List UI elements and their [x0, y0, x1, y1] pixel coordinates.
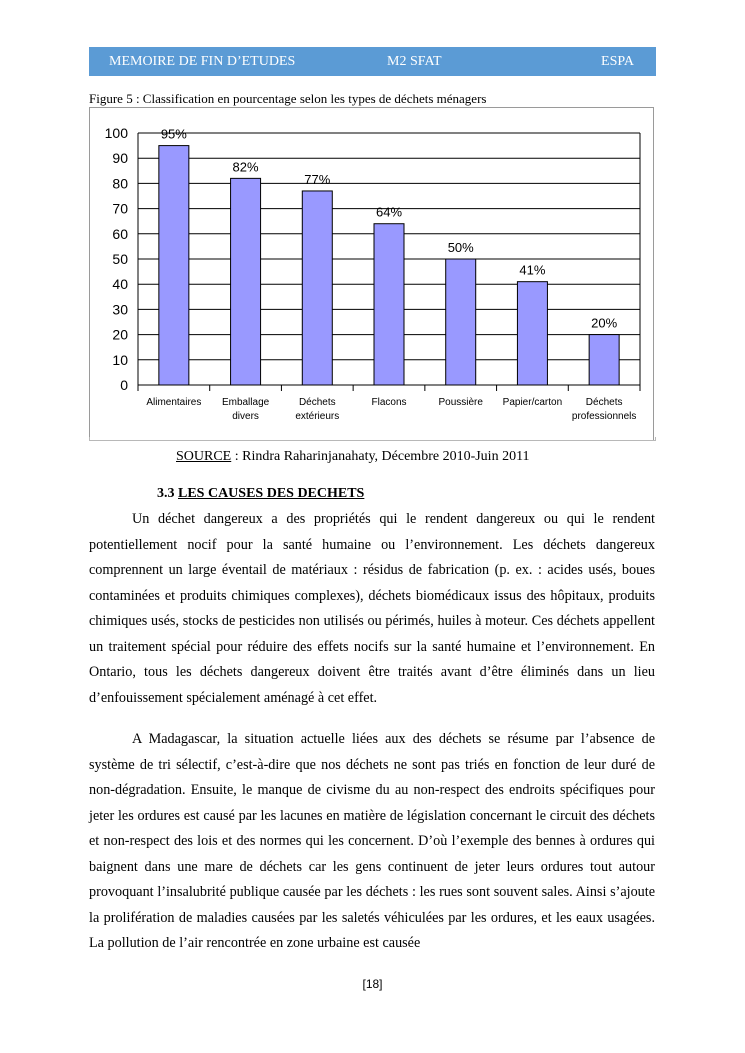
- y-tick-label: 70: [112, 200, 128, 217]
- data-label: 82%: [232, 159, 259, 175]
- y-tick-label: 30: [112, 301, 128, 318]
- header-right: ESPA: [601, 54, 634, 69]
- bar: [517, 282, 547, 385]
- bar: [231, 178, 261, 385]
- category-label: professionnels: [571, 411, 637, 422]
- section-heading: [157, 486, 364, 502]
- section-number: 3.3: [157, 486, 178, 501]
- header-left: MEMOIRE DE FIN D’ETUDES: [109, 54, 296, 69]
- bar: [589, 335, 619, 385]
- y-tick-label: 10: [112, 351, 128, 368]
- page-number: [18]: [362, 977, 383, 991]
- data-label: 20%: [591, 315, 618, 331]
- y-tick-label: 50: [112, 251, 128, 267]
- source-text: : Rindra Raharinjanahaty, Décembre 2010-Juin 2011: [231, 449, 530, 464]
- data-label: 50%: [447, 240, 474, 255]
- figure-source: [176, 449, 530, 465]
- category-label: divers: [232, 411, 259, 422]
- category-label: Alimentaires: [146, 397, 202, 408]
- bar-chart: [90, 108, 652, 438]
- y-tick-label: 40: [112, 276, 128, 293]
- section-title: LES CAUSES DES DECHETS: [178, 486, 365, 501]
- category-label: Poussière: [438, 397, 483, 408]
- header-middle: M2 SFAT: [387, 54, 442, 69]
- category-label: Emballage: [221, 397, 270, 408]
- bar: [159, 146, 189, 385]
- y-tick-label: 20: [112, 326, 128, 343]
- category-label: Déchets: [298, 397, 336, 408]
- category-label: Papier/carton: [502, 397, 563, 408]
- y-tick-label: 80: [112, 175, 128, 192]
- y-tick-label: 0: [120, 377, 128, 393]
- category-label: Flacons: [371, 397, 407, 408]
- page-header: [89, 47, 656, 76]
- data-label: 41%: [519, 262, 546, 278]
- data-label: 64%: [375, 204, 403, 220]
- category-label: extérieurs: [295, 411, 340, 422]
- y-tick-label: 60: [112, 225, 128, 242]
- source-label: SOURCE: [176, 449, 232, 464]
- bar: [302, 191, 332, 385]
- category-label: Déchets: [585, 397, 623, 408]
- data-label: 77%: [304, 171, 331, 187]
- paragraph: A Madagascar, la situation actuelle liées aux des déchets se résume par l’absence de système de tri sélectif, c’est-à-dire que nos déchets ne sont pas triés en fonction de leur duré de non-dégradation. Ensuite, le manque de civisme du au non-respect des endroits spécifiques pour jeter les ordures est causé par les lacunes en matière de législation concernant le circuit des déchets et non-respect des lois et des normes qui les concernent. D’où l’exemple des bennes à ordures qui baignent dans une mare de déchets car les gens continuent de jeter leurs ordures tout autour provoquant l’insalubrité publique causée par les déchets : les rues sont souvent sales. Ainsi s’ajoute la prolifération de maladies causées par les saletés véhiculées par les ordures, et les eaux usagées. La pollution de l’air rencontrée en zone urbaine est causée: [89, 731, 655, 951]
- y-tick-label: 90: [112, 150, 128, 167]
- figure-caption: Figure 5 : Classification en pourcentage selon les types de déchets ménagers: [89, 91, 487, 106]
- data-label: 95%: [160, 126, 187, 142]
- paragraph: Un déchet dangereux a des propriétés qui le rendent dangereux ou qui le rendent potentiellement nocif pour la santé humaine ou l’environnement. Les déchets dangereux comprennent un large éventail de matériaux : résidus de fabrication (p. ex. : acides usés, boues contaminées et produits chimiques complexes), déchets biomédicaux issus des hôpitaux, produits chimiques usés, stocks de pesticides non utilisés ou périmés, huiles à moteur. Ces déchets appellent un traitement spécial pour réduire des effets nocifs sur la santé humaine et l’environnement. En Ontario, tous les déchets dangereux doivent être traités avant d’être éliminés dans un lieu d’enfouissement spécialement aménagé à cet effet.: [89, 511, 655, 706]
- bar: [374, 224, 404, 385]
- bar: [446, 259, 476, 385]
- y-tick-label: 100: [104, 125, 128, 141]
